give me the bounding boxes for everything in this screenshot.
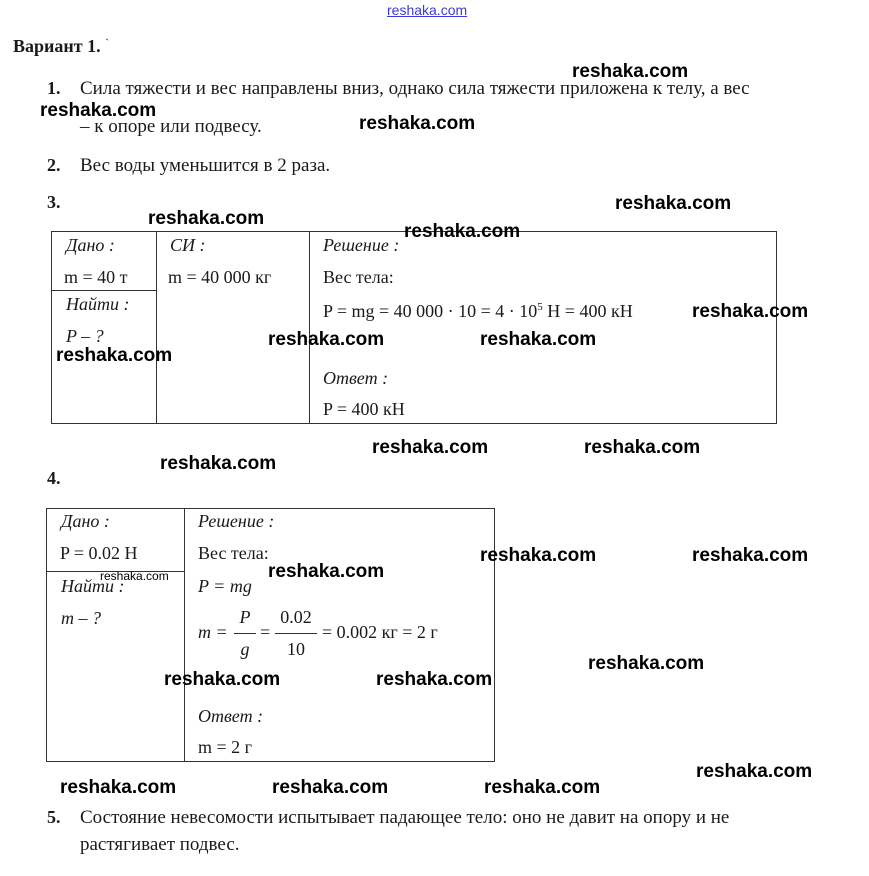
given-value: P = 0.02 Н [60,543,138,563]
item-number: 2. [47,155,61,175]
find-label: Найти : [66,294,130,314]
page-title: Вариант 1. ` [13,36,110,56]
item-text: Состояние невесомости испытывает падающее тело: оно не давит на опору и не [80,807,730,828]
site-link[interactable]: reshaka.com [387,2,468,18]
answer-label: Ответ : [198,706,264,726]
watermark: reshaka.com [696,761,813,782]
item-number: 4. [47,468,61,488]
item-number: 1. [47,78,61,98]
result: = 0.002 кг = 2 г [322,622,438,642]
solution-label: Решение : [198,511,275,531]
watermark: reshaka.com [480,329,597,350]
answer-value: P = 400 кН [323,399,405,419]
item-number: 5. [47,807,61,827]
watermark-small: reshaka.com [100,569,169,583]
mass-eq: m = [198,622,228,642]
watermark: reshaka.com [692,545,809,566]
watermark: reshaka.com [272,777,389,798]
solution-label: Решение : [323,235,400,255]
find-label: Найти : [61,576,125,596]
body-weight-label: Вес тела: [198,543,269,563]
fraction-denominator: 10 [287,639,305,659]
fraction-denominator: g [240,639,250,659]
watermark: reshaka.com [572,61,689,82]
watermark: reshaka.com [404,221,521,242]
watermark: reshaka.com [584,437,701,458]
item-text: – к опоре или подвесу. [80,116,262,137]
item-number: 3. [47,192,61,212]
watermark: reshaka.com [160,453,277,474]
si-value: m = 40 000 кг [168,267,272,287]
watermark: reshaka.com [480,545,597,566]
watermark: reshaka.com [268,329,385,350]
watermark: reshaka.com [268,561,385,582]
task3-table [51,231,777,424]
watermark: reshaka.com [60,777,177,798]
formula: P = mg = 40 $000 \cdot 10 = 4 \cdot 10^5$ Н = 400 кН [323,301,633,321]
item-text: Вес воды уменьшится в 2 раза. [80,155,331,176]
find-value: P – ? [66,326,104,346]
fraction-numerator: 0.02 [280,607,312,627]
given-label: Дано : [61,511,110,531]
body-weight-label: Вес тела: [323,267,394,287]
fraction-numerator: P [239,607,251,627]
item-text: Сила тяжести и вес направлены вниз, однако сила тяжести приложена к телу, а вес [80,78,750,99]
answer-label: Ответ : [323,368,389,388]
formula: P = mg [198,576,252,596]
answer-value: m = 2 г [198,737,253,757]
watermark: reshaka.com [40,100,157,121]
watermark: reshaka.com [56,345,173,366]
equals-sign: = [260,622,271,642]
watermark: reshaka.com [359,113,476,134]
find-value: m – ? [61,608,101,628]
given-label: Дано : [66,235,115,255]
watermark: reshaka.com [588,653,705,674]
item-text: растягивает подвес. [80,834,240,855]
watermark: reshaka.com [376,669,493,690]
watermark: reshaka.com [148,208,265,229]
watermark: reshaka.com [164,669,281,690]
watermark: reshaka.com [484,777,601,798]
watermark: reshaka.com [692,301,809,322]
watermark: reshaka.com [372,437,489,458]
si-label: СИ : [170,235,206,255]
watermark: reshaka.com [615,193,732,214]
given-value: m = 40 т [64,267,128,287]
